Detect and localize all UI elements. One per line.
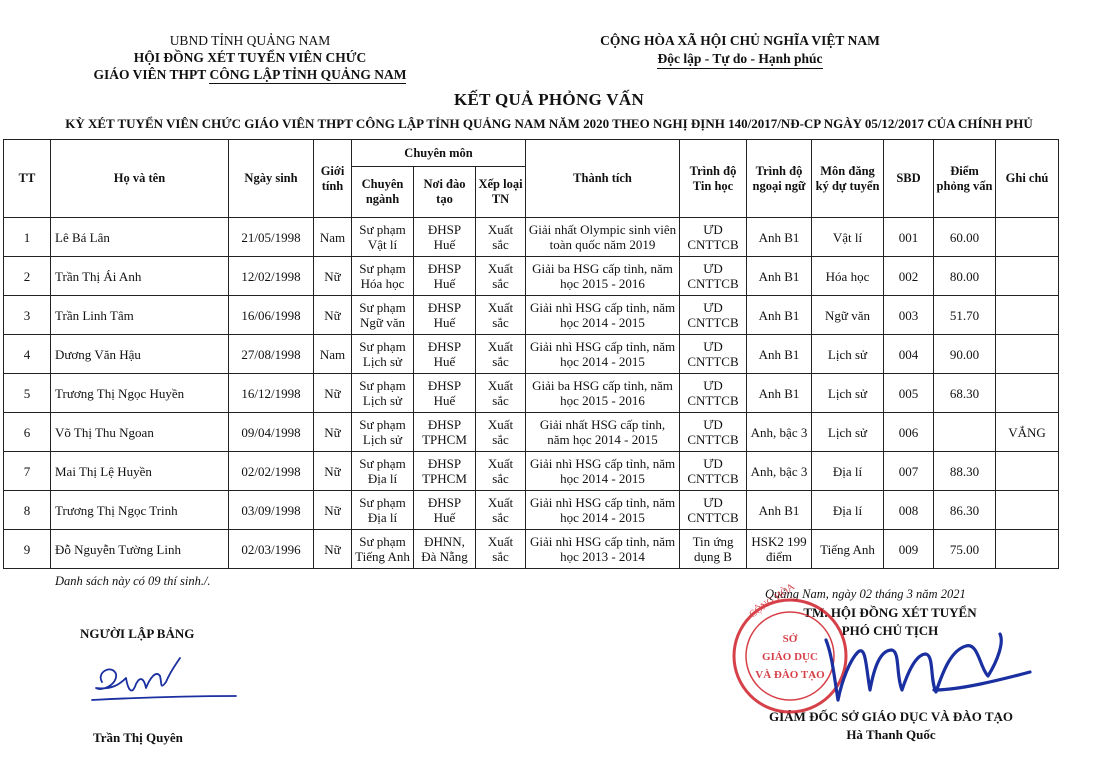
cell-xep-loai: Xuất sắc [476, 530, 526, 569]
cell-dob: 16/12/1998 [229, 374, 314, 413]
cell-mon-dang-ky: Ngữ văn [812, 296, 884, 335]
header-chuyen-nganh: Chuyên ngành [352, 167, 414, 218]
cell-name: Võ Thị Thu Ngoan [51, 413, 229, 452]
cell-name: Trương Thị Ngọc Trinh [51, 491, 229, 530]
cell-name: Trần Thị Ái Anh [51, 257, 229, 296]
cell-tin-hoc: ƯD CNTTCB [680, 374, 747, 413]
issuer-line-2: HỘI ĐỒNG XÉT TUYỂN VIÊN CHỨC [133, 50, 367, 65]
cell-dob: 12/02/1998 [229, 257, 314, 296]
cell-sbd: 007 [884, 452, 934, 491]
cell-noi-dao-tao: ĐHNN, Đà Nẵng [414, 530, 476, 569]
cell-gender: Nam [314, 218, 352, 257]
cell-thanh-tich: Giải nhì HSG cấp tỉnh, năm học 2014 - 2015 [526, 452, 680, 491]
cell-xep-loai: Xuất sắc [476, 218, 526, 257]
cell-mon-dang-ky: Lịch sử [812, 413, 884, 452]
cell-tin-hoc: ƯD CNTTCB [680, 335, 747, 374]
cell-dob: 03/09/1998 [229, 491, 314, 530]
cell-tt: 8 [4, 491, 51, 530]
cell-mon-dang-ky: Tiếng Anh [812, 530, 884, 569]
cell-thanh-tich: Giải nhì HSG cấp tỉnh, năm học 2014 - 2015 [526, 296, 680, 335]
cell-ghi-chu: VẮNG [996, 413, 1059, 452]
cell-ngoai-ngu: Anh B1 [747, 491, 812, 530]
cell-diem: 88.30 [934, 452, 996, 491]
cell-tin-hoc: ƯD CNTTCB [680, 257, 747, 296]
cell-ngoai-ngu: Anh B1 [747, 374, 812, 413]
cell-chuyen-nganh: Sư phạm Vật lí [352, 218, 414, 257]
cell-noi-dao-tao: ĐHSP Huế [414, 335, 476, 374]
header-noi-dao-tao: Nơi đào tạo [414, 167, 476, 218]
cell-mon-dang-ky: Địa lí [812, 491, 884, 530]
cell-gender: Nữ [314, 374, 352, 413]
cell-mon-dang-ky: Lịch sử [812, 374, 884, 413]
cell-name: Mai Thị Lệ Huyền [51, 452, 229, 491]
cell-xep-loai: Xuất sắc [476, 296, 526, 335]
cell-tin-hoc: ƯD CNTTCB [680, 452, 747, 491]
cell-chuyen-nganh: Sư phạm Địa lí [352, 452, 414, 491]
cell-thanh-tich: Giải nhất HSG cấp tỉnh, năm học 2014 - 2015 [526, 413, 680, 452]
cell-xep-loai: Xuất sắc [476, 452, 526, 491]
cell-tin-hoc: ƯD CNTTCB [680, 296, 747, 335]
cell-name: Lê Bá Lân [51, 218, 229, 257]
cell-diem: 68.30 [934, 374, 996, 413]
seal-ring-text: CỘNG HÒA [747, 581, 797, 621]
national-motto-text: Độc lập - Tự do - Hạnh phúc [657, 51, 822, 69]
cell-gender: Nữ [314, 413, 352, 452]
cell-thanh-tich: Giải nhì HSG cấp tỉnh, năm học 2013 - 2014 [526, 530, 680, 569]
seal-center-text-1: SỞ [782, 633, 798, 645]
cell-dob: 09/04/1998 [229, 413, 314, 452]
cell-tt: 4 [4, 335, 51, 374]
cell-sbd: 001 [884, 218, 934, 257]
cell-sbd: 002 [884, 257, 934, 296]
cell-name: Dương Văn Hậu [51, 335, 229, 374]
cell-xep-loai: Xuất sắc [476, 374, 526, 413]
preparer-signature [92, 658, 236, 700]
cell-tin-hoc: ƯD CNTTCB [680, 491, 747, 530]
cell-ngoai-ngu: Anh B1 [747, 218, 812, 257]
header-sbd: SBD [884, 140, 934, 218]
header-diem: Điểm phỏng vấn [934, 140, 996, 218]
issuer-line-3-pre: GIÁO VIÊN THPT [93, 67, 207, 82]
seal-center-text-2: GIÁO DỤC [762, 651, 818, 663]
cell-ngoai-ngu: Anh, bậc 3 [747, 413, 812, 452]
cell-dob: 16/06/1998 [229, 296, 314, 335]
approver-name: Hà Thanh Quốc [846, 727, 936, 742]
cell-chuyen-nganh: Sư phạm Ngữ văn [352, 296, 414, 335]
cell-xep-loai: Xuất sắc [476, 413, 526, 452]
cell-sbd: 008 [884, 491, 934, 530]
cell-xep-loai: Xuất sắc [476, 257, 526, 296]
cell-noi-dao-tao: ĐHSP Huế [414, 257, 476, 296]
cell-sbd: 004 [884, 335, 934, 374]
cell-diem: 90.00 [934, 335, 996, 374]
cell-xep-loai: Xuất sắc [476, 491, 526, 530]
cell-dob: 21/05/1998 [229, 218, 314, 257]
header-dob: Ngày sinh [229, 140, 314, 218]
approver-line-1: TM. HỘI ĐỒNG XÉT TUYỂN [803, 605, 977, 620]
cell-dob: 02/03/1996 [229, 530, 314, 569]
cell-diem: 80.00 [934, 257, 996, 296]
cell-diem: 86.30 [934, 491, 996, 530]
cell-diem: 51.70 [934, 296, 996, 335]
candidate-count-note: Danh sách này có 09 thí sinh./. [55, 574, 211, 588]
header-gender: Giới tính [314, 140, 352, 218]
cell-tt: 5 [4, 374, 51, 413]
cell-tt: 9 [4, 530, 51, 569]
header-tin-hoc: Trình độ Tin học [680, 140, 747, 218]
cell-ngoai-ngu: Anh, bậc 3 [747, 452, 812, 491]
approver-line-3: GIÁM ĐỐC SỞ GIÁO DỤC VÀ ĐÀO TẠO [768, 709, 1013, 724]
cell-dob: 27/08/1998 [229, 335, 314, 374]
cell-noi-dao-tao: ĐHSP TPHCM [414, 413, 476, 452]
cell-tin-hoc: ƯD CNTTCB [680, 413, 747, 452]
cell-chuyen-nganh: Sư phạm Tiếng Anh [352, 530, 414, 569]
cell-sbd: 009 [884, 530, 934, 569]
issuer-line-1: UBND TỈNH QUẢNG NAM [169, 33, 331, 48]
cell-noi-dao-tao: ĐHSP Huế [414, 491, 476, 530]
cell-tin-hoc: ƯD CNTTCB [680, 218, 747, 257]
cell-sbd: 005 [884, 374, 934, 413]
cell-thanh-tich: Giải nhất Olympic sinh viên toàn quốc năm 2019 [526, 218, 680, 257]
cell-gender: Nữ [314, 296, 352, 335]
cell-ngoai-ngu: Anh B1 [747, 296, 812, 335]
header-ghi-chu: Ghi chú [996, 140, 1059, 218]
cell-gender: Nữ [314, 257, 352, 296]
approver-line-2: PHÓ CHỦ TỊCH [841, 623, 939, 638]
cell-mon-dang-ky: Hóa học [812, 257, 884, 296]
cell-diem: 60.00 [934, 218, 996, 257]
issuer-line-3-underlined: CÔNG LẬP TỈNH QUẢNG NAM [209, 67, 407, 82]
cell-mon-dang-ky: Lịch sử [812, 335, 884, 374]
header-chuyen-mon: Chuyên môn [352, 140, 526, 167]
cell-thanh-tich: Giải nhì HSG cấp tỉnh, năm học 2014 - 2015 [526, 335, 680, 374]
cell-sbd: 003 [884, 296, 934, 335]
approver-signature [826, 634, 1030, 700]
preparer-title: NGƯỜI LẬP BẢNG [80, 626, 195, 641]
cell-tt: 1 [4, 218, 51, 257]
cell-noi-dao-tao: ĐHSP TPHCM [414, 452, 476, 491]
cell-ngoai-ngu: HSK2 199 điểm [747, 530, 812, 569]
cell-mon-dang-ky: Vật lí [812, 218, 884, 257]
cell-ngoai-ngu: Anh B1 [747, 257, 812, 296]
cell-diem: 75.00 [934, 530, 996, 569]
cell-noi-dao-tao: ĐHSP Huế [414, 296, 476, 335]
cell-tt: 6 [4, 413, 51, 452]
national-title: CỘNG HÒA XÃ HỘI CHỦ NGHĨA VIỆT NAM [600, 33, 880, 48]
document-subtitle: KỲ XÉT TUYỂN VIÊN CHỨC GIÁO VIÊN THPT CÔNG LẬP TỈNH QUẢNG NAM NĂM 2020 THEO NGHỊ ĐỊNH 140/2017/NĐ-CP NGÀY 05/12/2017 CỦA CHÍNH PHỦ [65, 116, 1033, 131]
header-mon-dang-ky: Môn đăng ký dự tuyển [812, 140, 884, 218]
cell-name: Trương Thị Ngọc Huyền [51, 374, 229, 413]
cell-mon-dang-ky: Địa lí [812, 452, 884, 491]
cell-tt: 7 [4, 452, 51, 491]
cell-thanh-tich: Giải ba HSG cấp tỉnh, năm học 2015 - 2016 [526, 257, 680, 296]
cell-chuyen-nganh: Sư phạm Lịch sử [352, 413, 414, 452]
cell-chuyen-nganh: Sư phạm Lịch sử [352, 335, 414, 374]
header-name: Họ và tên [51, 140, 229, 218]
cell-noi-dao-tao: ĐHSP Huế [414, 218, 476, 257]
cell-chuyen-nganh: Sư phạm Hóa học [352, 257, 414, 296]
cell-tt: 2 [4, 257, 51, 296]
document-title: KẾT QUẢ PHỎNG VẤN [453, 90, 645, 109]
seal-center-text-3: VÀ ĐÀO TẠO [755, 669, 825, 681]
header-tt: TT [4, 140, 51, 218]
cell-chuyen-nganh: Sư phạm Địa lí [352, 491, 414, 530]
cell-thanh-tich: Giải nhì HSG cấp tỉnh, năm học 2014 - 2015 [526, 491, 680, 530]
header-ngoai-ngu: Trình độ ngoại ngữ [747, 140, 812, 218]
cell-gender: Nữ [314, 491, 352, 530]
header-thanh-tich: Thành tích [526, 140, 680, 218]
preparer-name: Trần Thị Quyên [93, 730, 183, 745]
cell-dob: 02/02/1998 [229, 452, 314, 491]
cell-gender: Nữ [314, 452, 352, 491]
cell-tt: 3 [4, 296, 51, 335]
header-xep-loai: Xếp loại TN [476, 167, 526, 218]
cell-tin-hoc: Tin ứng dụng B [680, 530, 747, 569]
cell-ngoai-ngu: Anh B1 [747, 335, 812, 374]
cell-name: Đỗ Nguyễn Tường Linh [51, 530, 229, 569]
cell-gender: Nữ [314, 530, 352, 569]
cell-name: Trần Linh Tâm [51, 296, 229, 335]
cell-chuyen-nganh: Sư phạm Lịch sử [352, 374, 414, 413]
cell-noi-dao-tao: ĐHSP Huế [414, 374, 476, 413]
cell-gender: Nam [314, 335, 352, 374]
cell-xep-loai: Xuất sắc [476, 335, 526, 374]
place-date: Quảng Nam, ngày 02 tháng 3 năm 2021 [765, 587, 966, 601]
cell-thanh-tich: Giải ba HSG cấp tỉnh, năm học 2015 - 2016 [526, 374, 680, 413]
cell-sbd: 006 [884, 413, 934, 452]
